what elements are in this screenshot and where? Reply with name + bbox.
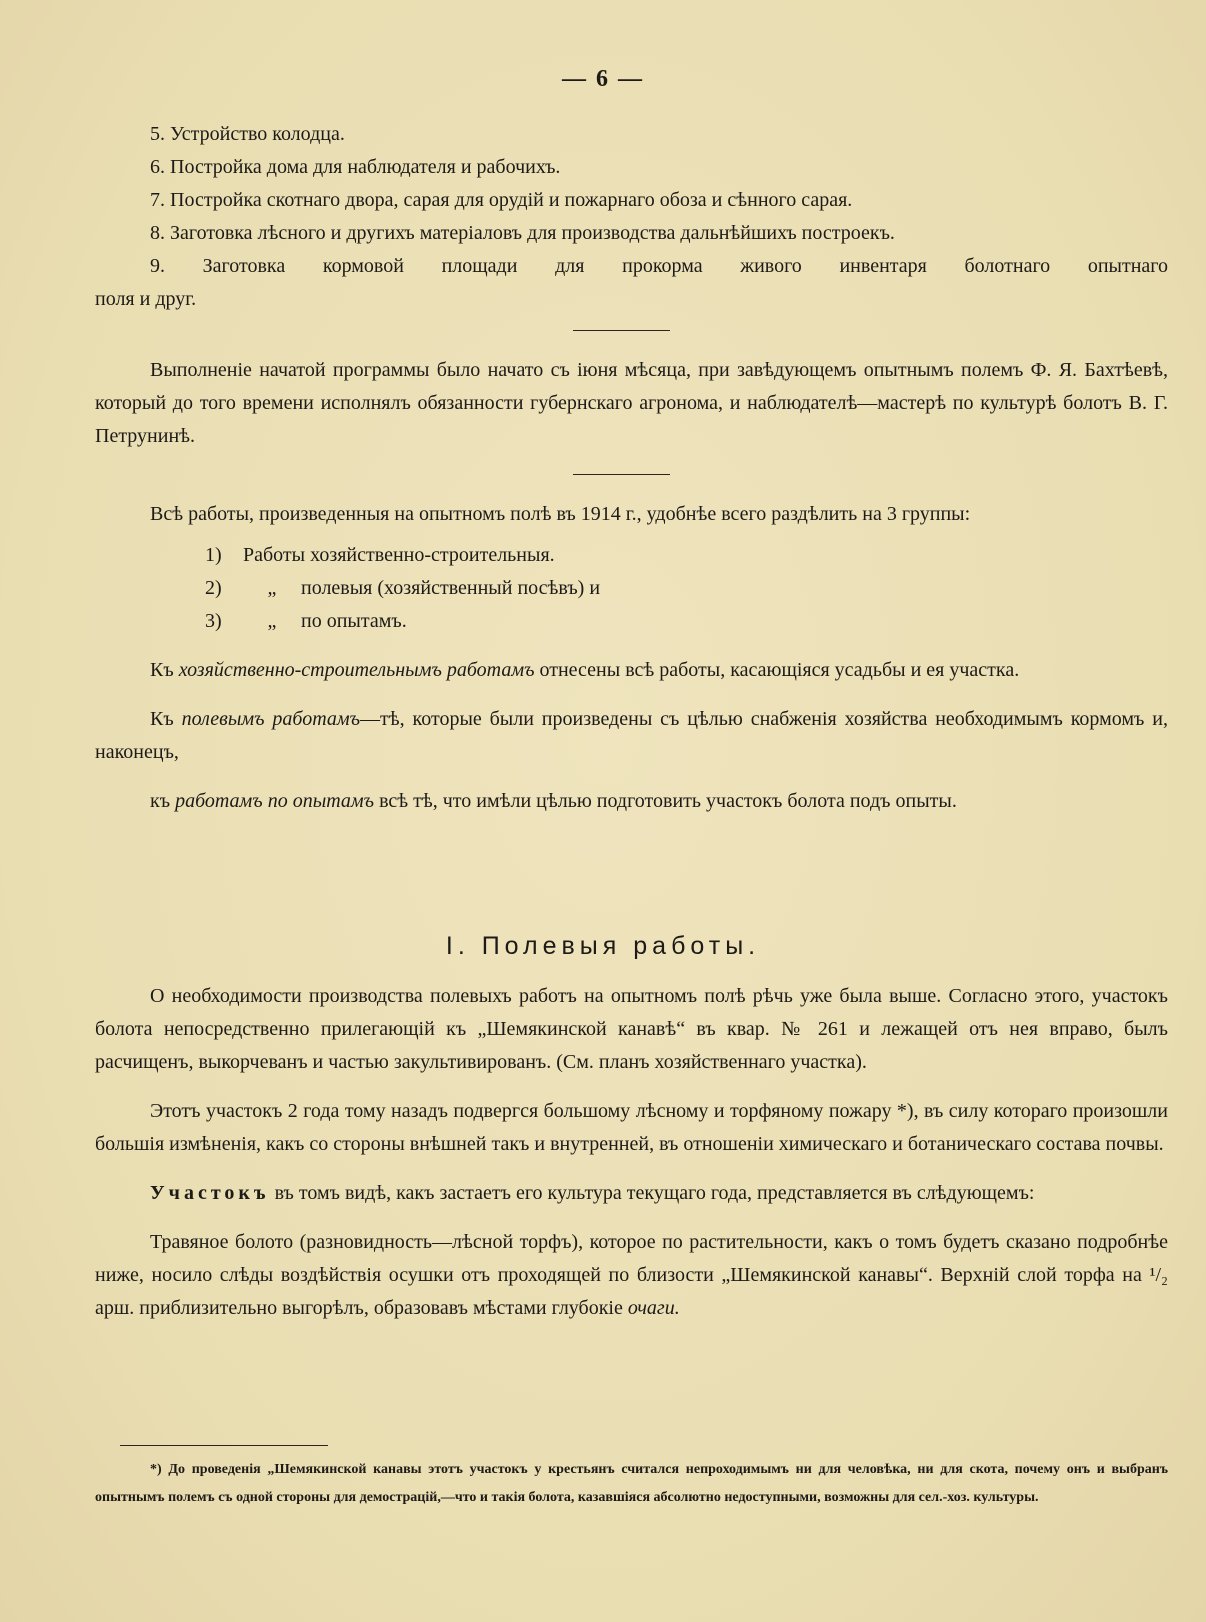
para-text: Къ: [150, 708, 182, 730]
field-works-text: [95, 980, 1168, 1325]
para-text: въ томъ видѣ, какъ застаетъ его культура текущаго года, представляется въ слѣдующемъ:: [269, 1182, 1035, 1204]
paragraph-field-works: [95, 703, 1168, 769]
list-item: 6. Постройка дома для наблюдателя и рабочихъ.: [150, 156, 561, 178]
group-number: 3): [205, 610, 222, 632]
para-text: отнесены всѣ работы, касающіяся усадьбы и ея участка.: [534, 659, 1020, 681]
paragraph-groups: Всѣ работы, произведенныя на опытномъ полѣ въ 1914 г., удобнѣе всего раздѣлить на 3 группы:: [150, 503, 971, 525]
group-text: полевыя (хозяйственный посѣвъ) и: [301, 577, 601, 599]
paragraph-bog: [95, 1226, 1168, 1325]
main-text: [95, 498, 1168, 818]
list-item: 8. Заготовка лѣсного и другихъ матеріаловъ для производства дальнѣйшихъ построекъ.: [150, 222, 895, 244]
emphasis-text: работамъ по опытамъ: [175, 790, 375, 812]
para-text: —тѣ, которые были произведены съ цѣлью снабженія хозяйства необходимымъ кормомъ и, наконецъ,: [95, 708, 1168, 763]
list-item-continuation: поля и друг.: [95, 288, 197, 310]
group-item: [205, 572, 1168, 605]
paragraph-experiment-works: [95, 785, 1168, 818]
footnote-rule: [120, 1445, 328, 1446]
ditto-mark: „: [267, 610, 277, 632]
group-text: Работы хозяйственно-строительныя.: [243, 544, 555, 566]
paragraph-plot-state: [95, 1177, 1168, 1210]
para-text: всѣ тѣ, что имѣли цѣлью подготовить участокъ болота подъ опыты.: [374, 790, 957, 812]
paragraph-necessity: О необходимости производства полевыхъ работъ на опытномъ полѣ рѣчь уже была выше. Согласно этого, участокъ болота непосредственно прилегающій къ „Шемякинской канавѣ“ въ квар. № 261 и лежащей отъ нея вправо, былъ расчищенъ, выкорчеванъ и частью закультивированъ. (См. планъ хозяйственнаго участка).: [95, 985, 1168, 1073]
para-text: арш. приблизительно выгорѣлъ, образовавъ мѣстами глубокіе: [95, 1297, 628, 1319]
group-text: по опытамъ.: [301, 610, 407, 632]
execution-section: [95, 354, 1168, 453]
section-heading: I. Полевыя работы.: [445, 932, 761, 960]
group-number: 1): [205, 544, 222, 566]
list-item: 5. Устройство колодца.: [150, 123, 345, 145]
list-item: 9. Заготовка кормовой площади для прокорма живого инвентаря болотнаго опытнаго: [150, 255, 1168, 277]
emphasis-text: хозяйственно-строительнымъ работамъ: [178, 659, 535, 681]
spaced-word: Участокъ: [150, 1182, 270, 1204]
page-number: — 6 —: [562, 66, 644, 92]
footnote: *) До проведенія „Шемякинской канавы этотъ участокъ у крестьянъ считался непроходимымъ ни для человѣка, ни для скота, почему онъ и выбранъ опытнымъ полемъ съ одной стороны для демострацій,—что и такія болота, казавшіяся абсолютно недоступными, возможны для сел.-хоз. культуры.: [95, 1462, 1168, 1505]
paragraph-construction-works: [95, 654, 1168, 687]
list-item: 7. Постройка скотнаго двора, сарая для орудій и пожарнаго обоза и сѣнного сарая.: [150, 189, 853, 211]
para-text: Къ: [150, 659, 179, 681]
emphasis-text: очаги.: [627, 1297, 680, 1319]
group-item: [205, 539, 1168, 572]
para-text: Травяное болото (разновидность—лѣсной торфъ), которое по растительности, какъ о томъ будетъ сказано подробнѣе ниже, носило слѣды воздѣйствія осушки отъ проходящей по близости „Шемякинской канавы“. Верхній слой торфа на: [95, 1231, 1168, 1286]
emphasis-text: полевымъ работамъ: [181, 708, 361, 730]
paragraph-execution: Выполненіе начатой программы было начато съ іюня мѣсяца, при завѣдующемъ опытнымъ полемъ Ф. Я. Бахтѣевѣ, который до того времени исполнялъ обязанности губернскаго агронома, и наблюдателѣ—мастерѣ по культурѣ болотъ В. Г. Петрунинѣ.: [95, 359, 1168, 447]
work-list: [95, 118, 1168, 316]
separator-rule: [573, 330, 670, 331]
groups-list: [205, 539, 1168, 638]
group-number: 2): [205, 577, 222, 599]
ditto-mark: „: [267, 577, 277, 599]
group-item: [205, 605, 1168, 638]
fraction: ¹/₂: [1149, 1264, 1168, 1286]
paragraph-fire: Этотъ участокъ 2 года тому назадъ подвергся большому лѣсному и торфяному пожару *), въ силу котораго произошли большія измѣненія, какъ со стороны внѣшней такъ и внутренней, въ отношеніи химическаго и ботаническаго состава почвы.: [95, 1100, 1168, 1155]
para-text: къ: [150, 790, 176, 812]
separator-rule: [573, 474, 670, 475]
